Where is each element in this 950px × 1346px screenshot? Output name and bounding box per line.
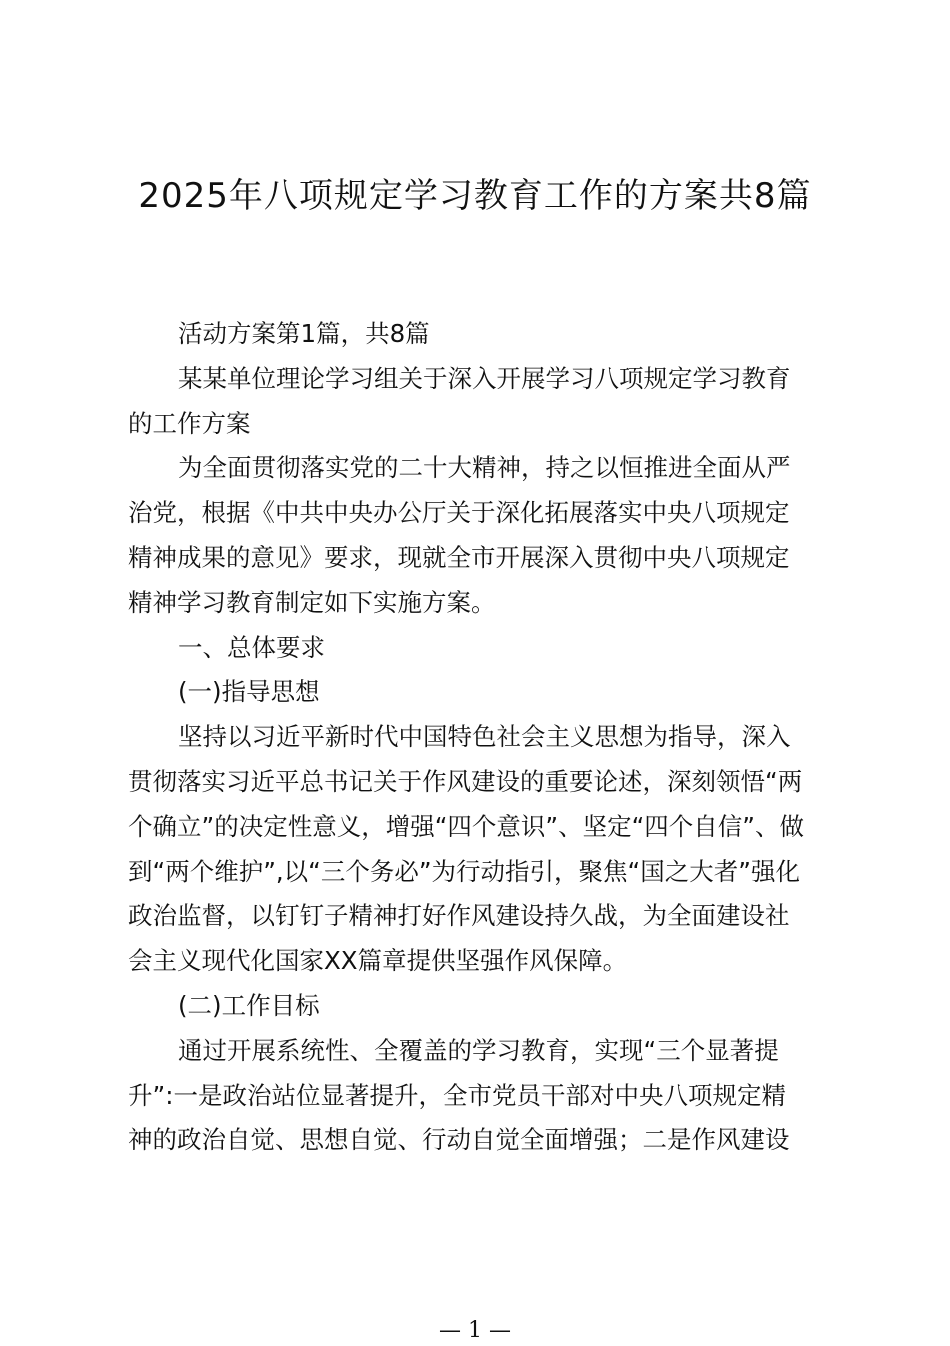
paragraph-line: 为全面贯彻落实党的二十大精神，持之以恒推进全面从严 xyxy=(178,453,791,483)
paragraph-line: 某某单位理论学习组关于深入开展学习八项规定学习教育 xyxy=(178,363,791,393)
paragraph-work-goals xyxy=(128,1029,828,1163)
paragraph-line: 治党，根据《中共中央办公厅关于深化拓展落实中央八项规定 xyxy=(128,498,790,528)
paragraph-intro xyxy=(128,446,828,625)
paragraph-line: 个确立”的决定性意义，增强“四个意识”、坚定“四个自信”、做 xyxy=(128,811,804,841)
subsection-heading-work-goals: (二)工作目标 xyxy=(178,990,320,1020)
paragraph-line: 政治监督，以钉钉子精神打好作风建设持久战，为全面建设社 xyxy=(128,901,790,931)
paragraph-plan-title xyxy=(128,357,828,447)
page-number: — 1 — xyxy=(439,1318,511,1343)
paragraph-line: 的工作方案 xyxy=(128,408,251,438)
paragraph-line: 坚持以习近平新时代中国特色社会主义思想为指导，深入 xyxy=(178,722,791,752)
paragraph-line: 精神学习教育制定如下实施方案。 xyxy=(128,587,496,617)
document-body xyxy=(128,312,828,1163)
paragraph-line: 贯彻落实习近平总书记关于作风建设的重要论述，深刻领悟“两 xyxy=(128,766,803,796)
document-title: 2025年八项规定学习教育工作的方案共8篇 xyxy=(138,176,812,216)
paragraph-line: 升”:一是政治站位显著提升，全市党员干部对中央八项规定精 xyxy=(128,1080,786,1110)
paragraph-line: 到“两个维护”,以“三个务必”为行动指引，聚焦“国之大者”强化 xyxy=(128,856,800,886)
section-heading-general-requirements: 一、总体要求 xyxy=(178,632,325,662)
paragraph-guiding-ideology xyxy=(128,715,828,984)
section-heading-article: 活动方案第1篇，共8篇 xyxy=(178,319,430,348)
paragraph-line: 神的政治自觉、思想自觉、行动自觉全面增强；二是作风建设 xyxy=(128,1125,790,1155)
paragraph-line: 会主义现代化国家XX篇章提供坚强作风保障。 xyxy=(128,946,628,976)
subsection-heading-guiding-ideology: (一)指导思想 xyxy=(178,677,320,707)
paragraph-line: 精神成果的意见》要求，现就全市开展深入贯彻中央八项规定 xyxy=(128,542,790,572)
paragraph-line: 通过开展系统性、全覆盖的学习教育，实现“三个显著提 xyxy=(178,1035,779,1065)
